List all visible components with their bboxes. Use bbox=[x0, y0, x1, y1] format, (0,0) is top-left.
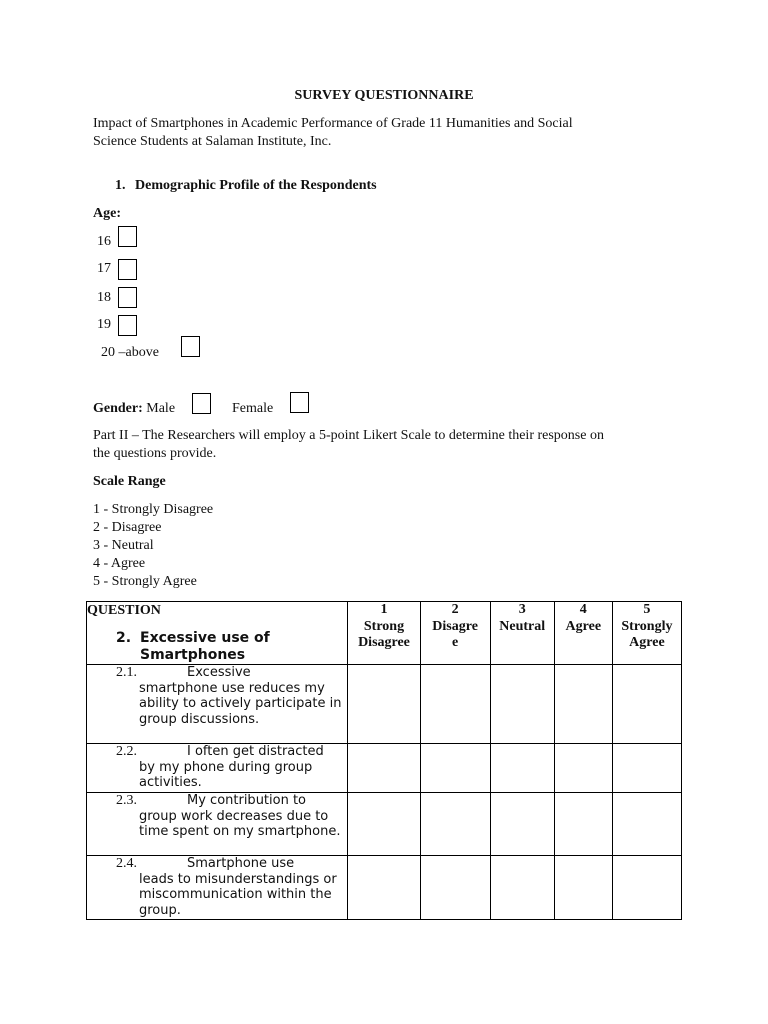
column-label: Disagre bbox=[432, 618, 478, 634]
gender-row bbox=[93, 400, 175, 418]
table-row bbox=[87, 793, 682, 856]
age-option-20-above-label: 20 –above bbox=[101, 345, 159, 360]
column-label: Agree bbox=[629, 635, 665, 650]
section-2-title-line-1: Excessive use of bbox=[140, 630, 270, 646]
part-2-line-2: the questions provide. bbox=[93, 446, 217, 461]
section-2-number: 2. bbox=[116, 630, 132, 646]
question-text: leads to misunderstandings or miscommunication within the group. bbox=[139, 871, 337, 918]
question-cell bbox=[87, 665, 348, 744]
section-1-heading bbox=[115, 177, 377, 195]
age-option-19-label: 19 bbox=[97, 317, 111, 332]
part-2-instructions bbox=[93, 427, 713, 463]
column-label: Strongly bbox=[621, 618, 673, 634]
section-2-title-line-2: Smartphones bbox=[140, 647, 246, 663]
age-16-checkbox[interactable] bbox=[118, 226, 137, 247]
column-number: 4 bbox=[579, 602, 587, 617]
response-cell-5[interactable] bbox=[612, 744, 681, 793]
scale-item: 2 - Disagree bbox=[93, 520, 162, 535]
age-option-16-label: 16 bbox=[97, 234, 111, 249]
question-cell bbox=[87, 793, 348, 856]
column-number: 1 bbox=[380, 602, 388, 617]
question-text-first: Smartphone use bbox=[187, 856, 295, 871]
question-text: by my phone during group activities. bbox=[139, 759, 313, 790]
likert-table bbox=[86, 601, 682, 920]
column-number: 2 bbox=[451, 602, 459, 617]
table-row bbox=[87, 856, 682, 920]
response-cell-4[interactable] bbox=[554, 856, 612, 920]
response-cell-3[interactable] bbox=[490, 856, 554, 920]
table-header-row bbox=[87, 602, 682, 665]
column-label: e bbox=[451, 635, 459, 650]
scale-range-heading: Scale Range bbox=[93, 474, 166, 489]
column-header-strongly-agree bbox=[612, 602, 681, 665]
response-cell-1[interactable] bbox=[348, 793, 420, 856]
response-cell-2[interactable] bbox=[420, 665, 490, 744]
response-cell-4[interactable] bbox=[554, 793, 612, 856]
scale-item: 5 - Strongly Agree bbox=[93, 574, 197, 589]
question-text-first: Excessive bbox=[187, 665, 251, 680]
column-number: 3 bbox=[518, 602, 526, 617]
column-label: Agree bbox=[565, 618, 602, 634]
age-19-checkbox[interactable] bbox=[118, 315, 137, 336]
question-number: 2.2. bbox=[116, 744, 137, 759]
table-row bbox=[87, 665, 682, 744]
response-cell-2[interactable] bbox=[420, 856, 490, 920]
question-text-first: My contribution to bbox=[187, 793, 307, 808]
response-cell-3[interactable] bbox=[490, 665, 554, 744]
gender-female-label: Female bbox=[232, 401, 274, 416]
column-header-agree bbox=[554, 602, 612, 665]
study-title-line-2: Science Students at Salaman Institute, Inc. bbox=[93, 134, 332, 149]
page-title: SURVEY QUESTIONNAIRE bbox=[294, 88, 474, 103]
response-cell-5[interactable] bbox=[612, 856, 681, 920]
response-cell-4[interactable] bbox=[554, 665, 612, 744]
column-header-disagree bbox=[420, 602, 490, 665]
study-title-line-1: Impact of Smartphones in Academic Performance of Grade 11 Humanities and Social bbox=[93, 116, 573, 131]
column-label: Disagree bbox=[358, 635, 410, 650]
column-number: 5 bbox=[643, 602, 651, 617]
column-header-neutral bbox=[490, 602, 554, 665]
response-cell-4[interactable] bbox=[554, 744, 612, 793]
age-option-17-label: 17 bbox=[97, 261, 111, 276]
column-header-strongly-disagree bbox=[348, 602, 420, 665]
response-cell-3[interactable] bbox=[490, 744, 554, 793]
gender-male-checkbox[interactable] bbox=[192, 393, 211, 414]
response-cell-2[interactable] bbox=[420, 744, 490, 793]
response-cell-3[interactable] bbox=[490, 793, 554, 856]
question-header-cell bbox=[87, 602, 348, 665]
section-2-title bbox=[140, 630, 270, 664]
scale-range-list bbox=[93, 501, 213, 591]
age-20-above-checkbox[interactable] bbox=[181, 336, 200, 357]
response-cell-1[interactable] bbox=[348, 665, 420, 744]
age-option-18-label: 18 bbox=[97, 290, 111, 305]
question-cell bbox=[87, 744, 348, 793]
question-number: 2.3. bbox=[116, 793, 137, 808]
response-cell-2[interactable] bbox=[420, 793, 490, 856]
column-label: Neutral bbox=[499, 618, 546, 634]
section-2-heading bbox=[116, 630, 347, 664]
question-text-first: I often get distracted bbox=[187, 744, 324, 759]
question-header: QUESTION bbox=[87, 603, 161, 618]
study-title bbox=[93, 115, 693, 151]
scale-item: 4 - Agree bbox=[93, 556, 146, 571]
response-cell-5[interactable] bbox=[612, 793, 681, 856]
column-label: Strong bbox=[363, 618, 405, 634]
scale-item: 3 - Neutral bbox=[93, 538, 154, 553]
age-label: Age: bbox=[93, 206, 121, 221]
gender-female-checkbox[interactable] bbox=[290, 392, 309, 413]
response-cell-1[interactable] bbox=[348, 856, 420, 920]
age-18-checkbox[interactable] bbox=[118, 287, 137, 308]
age-17-checkbox[interactable] bbox=[118, 259, 137, 280]
section-1-number: 1. bbox=[115, 178, 126, 193]
question-text: group work decreases due to time spent on my smartphone. bbox=[139, 808, 341, 839]
question-number: 2.4. bbox=[116, 856, 137, 871]
response-cell-5[interactable] bbox=[612, 665, 681, 744]
question-cell bbox=[87, 856, 348, 920]
question-text: smartphone use reduces my ability to actively participate in group discussions. bbox=[139, 680, 342, 727]
response-cell-1[interactable] bbox=[348, 744, 420, 793]
question-number: 2.1. bbox=[116, 665, 137, 680]
gender-male-label: Male bbox=[146, 401, 176, 416]
section-1-title: Demographic Profile of the Respondents bbox=[135, 178, 377, 193]
gender-label: Gender: bbox=[93, 401, 143, 416]
part-2-line-1: Part II – The Researchers will employ a 5-point Likert Scale to determine their response on bbox=[93, 428, 604, 443]
table-row bbox=[87, 744, 682, 793]
scale-item: 1 - Strongly Disagree bbox=[93, 502, 214, 517]
